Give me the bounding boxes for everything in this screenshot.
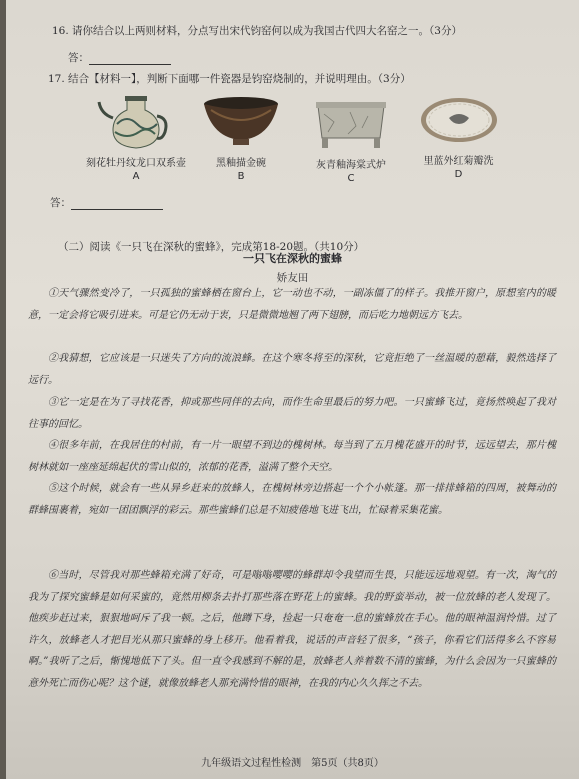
- paragraph-3: ③它一定是在为了寻找花香，抑或那些同伴的去向，而作生命里最后的努力吧。一只蜜蜂飞过，竟扬然唤起了我对往事的回忆。: [28, 397, 556, 430]
- option-letter: B: [237, 171, 245, 182]
- paragraph-4: ④很多年前，在我居住的村前，有一片一眼望不到边的槐树林。每当到了五月槐花盛开的时节，远远望去，那片槐树林就如一座座延绵起伏的雪山似的，浓郁的花香，溢满了整个天空。: [28, 440, 556, 473]
- answer-blank: [71, 199, 163, 210]
- washer-image: [419, 94, 499, 150]
- essay-author: 娇友田: [276, 272, 309, 284]
- option-letter: D: [454, 169, 463, 180]
- porcelain-item-d: [406, 94, 511, 180]
- answer-16: [68, 51, 171, 65]
- paragraph-2: ②我猜想，它应该是一只迷失了方向的流浪蜂。在这个寒冬将至的深秋，它竟拒绝了一丝温暖的憩藉，毅然选择了远行。: [28, 353, 556, 386]
- answer-label: 答：: [50, 197, 71, 209]
- paragraph-6: ⑥当时，尽管我对那些蜂箱充满了好奇，可是嗡嗡嘤嘤的蜂群却令我望而生畏，只能远远地观望。有一次，淘气的我为了探究蜜蜂是如何采蜜的，竟然用柳条去扑打那些落在野花上的蜜蜂。我的野蛮举动，被一位放蜂的老人发现了。他疾步赶过来，狠狠地呵斥了我一顿。之后，他蹲下身，捡起一只奄奄一息的蜜蜂放在手心。他的眼神温润怜惜。过了许久，放蜂老人才把目光从那只蜜蜂的身上移开。他看着我，说话的声音轻了很多，“孩子，你看它们活得多么不容易啊。”我听了之后，惭愧地低下了头。但一直令我感到不解的是，放蜂老人养着数不清的蜜蜂，为什么会因为一只蜜蜂的意外死亡而伤心呢？这个谜，就像放蜂老人那充满怜惜的眼神，在我的内心久久挥之不去。: [28, 570, 556, 689]
- page-footer: 九年级语文过程性检测 第5页（共8页）: [201, 758, 384, 769]
- porcelain-item-a: [76, 94, 196, 182]
- option-letter: A: [132, 171, 140, 182]
- essay-title: 一只飞在深秋的蜜蜂: [243, 252, 342, 265]
- answer-blank: [89, 54, 171, 65]
- porcelain-item-c: [296, 94, 406, 184]
- answer-17: [50, 196, 163, 210]
- exam-page: [6, 0, 579, 779]
- paragraph-5: ⑤这个时候，就会有一些从异乡赶来的放蜂人，在槐树林旁边搭起一个个小帐篷。那一排排蜂箱的四周，被舞动的群蜂围裹着，宛如一团团飘浮的彩云。那些蜜蜂们总是不知疲倦地飞进飞出，忙碌着采集花蜜。: [28, 483, 556, 516]
- porcelain-images: [76, 94, 516, 189]
- caption: 里蓝外红菊瓣洗: [423, 156, 494, 167]
- ewer-image: [97, 94, 175, 152]
- paragraph-1: ①天气骤然变冷了，一只孤独的蜜蜂栖在窗台上，它一动也不动，一副冻僵了的样子。我推开窗户，原想室内的暖意，一定会将它吸引进来。可是它仍无动于衷，只是微微地翘了两下翅膀，而后吃力地朝远方飞去。: [28, 288, 556, 321]
- option-letter: C: [347, 173, 355, 184]
- caption: 刻花牡丹纹龙口双系壶: [86, 158, 186, 169]
- bowl-image: [201, 94, 281, 152]
- censer-image: [310, 94, 392, 154]
- caption: 灰青釉海棠式炉: [316, 160, 386, 171]
- section-heading: （二）阅读《一只飞在深秋的蜜蜂》，完成第18-20题。（共10分）: [58, 241, 365, 253]
- answer-label: 答：: [68, 52, 89, 64]
- question-16: 16. 请你结合以上两则材料，分点写出宋代钧窑何以成为我国古代四大名窑之一。（3分）: [52, 25, 462, 37]
- question-17: 17. 结合【材料一】，判断下面哪一件瓷器是钧窑烧制的，并说明理由。（3分）: [48, 73, 411, 85]
- porcelain-item-b: [191, 94, 291, 182]
- caption: 黑釉描金碗: [216, 158, 266, 169]
